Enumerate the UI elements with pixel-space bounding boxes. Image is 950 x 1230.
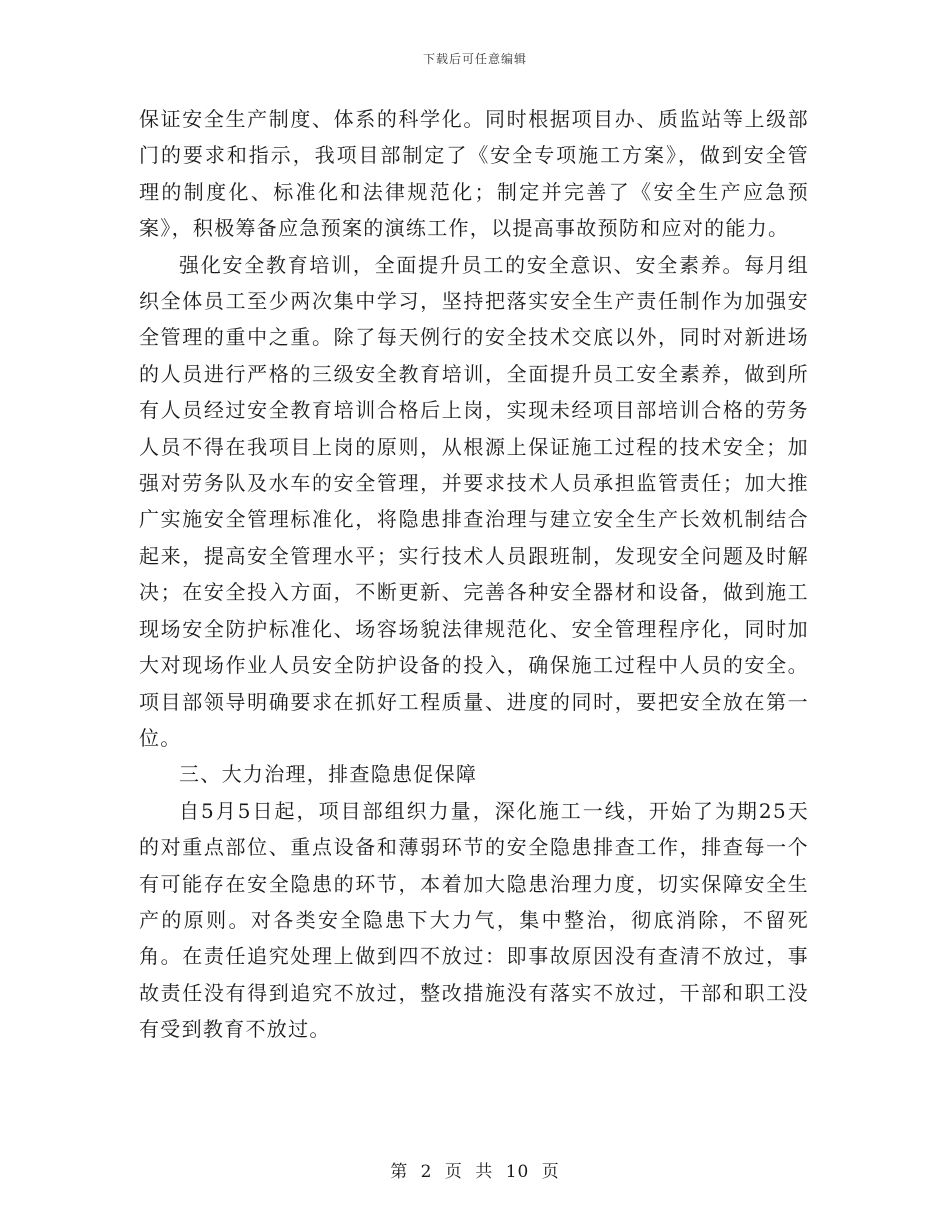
page-header: 下载后可任意编辑 [422,52,527,66]
document-body [139,101,809,1048]
paragraph-safety-training: 强化安全教育培训，全面提升员工的安全意识、安全素养。每月组织全体员工至少两次集中学习，坚持把落实安全生产责任制作为加强安全管理的重中之重。除了每天例行的安全技术交底以外，同时对新进场的人员进行严格的三级安全教育培训，全面提升员工安全素养，做到所有人员经过安全教育培训合格后上岗，实现未经项目部培训合格的劳务人员不得在我项目上岗的原则，从根源上保证施工过程的技术安全；加强对劳务队及水车的安全管理，并要求技术人员承担监管责任；加大推广实施安全管理标准化，将隐患排查治理与建立安全生产长效机制结合起来，提高安全管理水平；实行技术人员跟班制，发现安全问题及时解决；在安全投入方面，不断更新、完善各种安全器材和设备，做到施工现场安全防护标准化、场容场貌法律规范化、安全管理程序化，同时加大对现场作业人员安全防护设备的投入，确保施工过程中人员的安全。项目部领导明确要求在抓好工程质量、进度的同时，要把安全放在第一位。 [139,252,809,750]
paragraph-hazard-inspection: 自5月5日起，项目部组织力量，深化施工一线，开始了为期25天的对重点部位、重点设备和薄弱环节的安全隐患排查工作，排查每一个有可能存在安全隐患的环节，本着加大隐患治理力度，切实保障安全生产的原则。对各类安全隐患下大力气，集中整治，彻底消除，不留死角。在责任追究处理上做到四不放过：即事故原因没有查清不放过，事故责任没有得到追究不放过，整改措施没有落实不放过，干部和职工没有受到教育不放过。 [139,798,809,1042]
section-heading-hazard-inspection: 三、大力治理，排查隐患促保障 [179,762,478,787]
paragraph-safety-system: 保证安全生产制度、体系的科学化。同时根据项目办、质监站等上级部门的要求和指示，我项目部制定了《安全专项施工方案》，做到安全管理的制度化、标准化和法律规范化；制定并完善了《安全生产应急预案》，积极筹备应急预案的演练工作，以提高事故预防和应对的能力。 [139,107,809,241]
page-number-footer: 第 2 页 共 10 页 [390,1162,560,1182]
